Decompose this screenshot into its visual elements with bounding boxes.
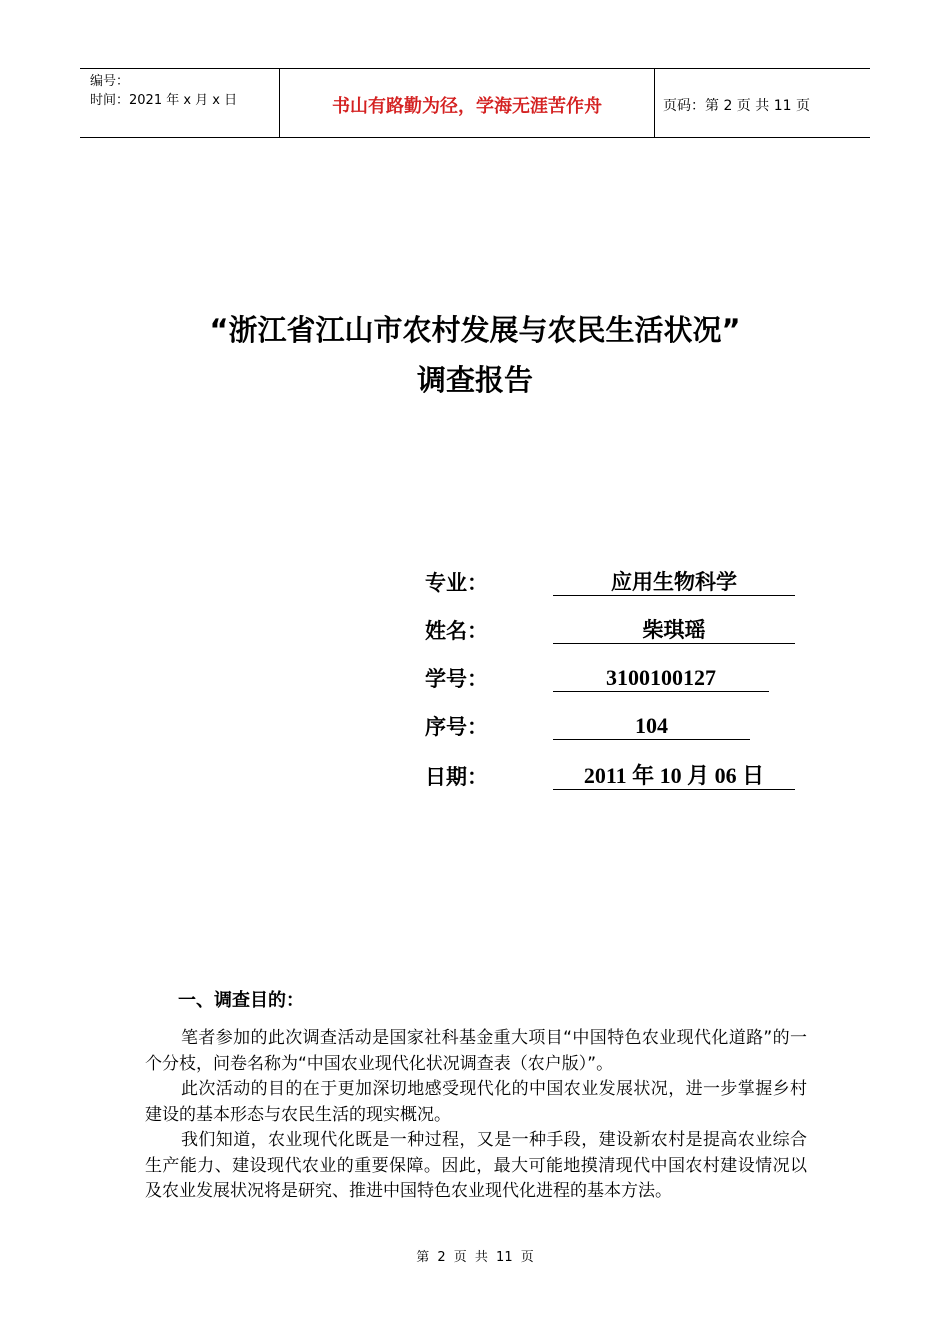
field-serial-label: 序号：: [425, 715, 488, 739]
paragraph: 笔者参加的此次调查活动是国家社科基金重大项目“中国特色农业现代化道路”的一个分枝，问卷名称为“中国农业现代化状况调查表（农户版）”。: [145, 1028, 807, 1074]
field-name: [425, 604, 795, 644]
field-name-label: 姓名：: [425, 619, 488, 643]
field-name-value: 柴琪瑶: [553, 617, 795, 644]
field-major-label: 专业：: [425, 571, 488, 595]
number-label: 编号：: [90, 74, 130, 89]
field-major: [425, 556, 795, 596]
header-page-info: 页码：第 2 页 共 11 页: [663, 98, 810, 114]
field-date: [425, 750, 795, 790]
header-meta: [80, 69, 280, 137]
field-student-id-value: 3100100127: [553, 665, 769, 692]
section-heading: 一、调查目的：: [178, 990, 304, 1011]
field-serial: [425, 700, 750, 740]
header-table: [80, 68, 870, 138]
paragraph: 此次活动的目的在于更加深切地感受现代化的中国农业发展状况，进一步掌握乡村建设的基本形态与农民生活的现实概况。: [145, 1079, 807, 1125]
paragraph: 我们知道，农业现代化既是一种过程，又是一种手段，建设新农村是提高农业综合生产能力、建设现代农业的重要保障。因此，最大可能地摸清现代中国农村建设情况以及农业发展状况将是研究、推进中国特色农业现代化进程的基本方法。: [145, 1130, 807, 1201]
page-footer: 第 2 页 共 11 页: [416, 1250, 534, 1265]
field-serial-value: 104: [553, 713, 750, 740]
field-student-id-label: 学号：: [425, 667, 488, 691]
field-student-id: [425, 652, 769, 692]
report-title-line2: 调查报告: [416, 363, 533, 397]
header-motto: 书山有路勤为径，学海无涯苦作舟: [280, 69, 655, 137]
field-date-value: 2011 年 10 月 06 日: [553, 763, 795, 790]
field-date-label: 日期：: [425, 765, 488, 789]
report-title-line1: “浙江省江山市农村发展与农民生活状况”: [209, 313, 741, 347]
section-body: [145, 1026, 807, 1205]
field-major-value: 应用生物科学: [553, 569, 795, 596]
time-label: 时间：2021 年 x 月 x 日: [90, 93, 238, 108]
